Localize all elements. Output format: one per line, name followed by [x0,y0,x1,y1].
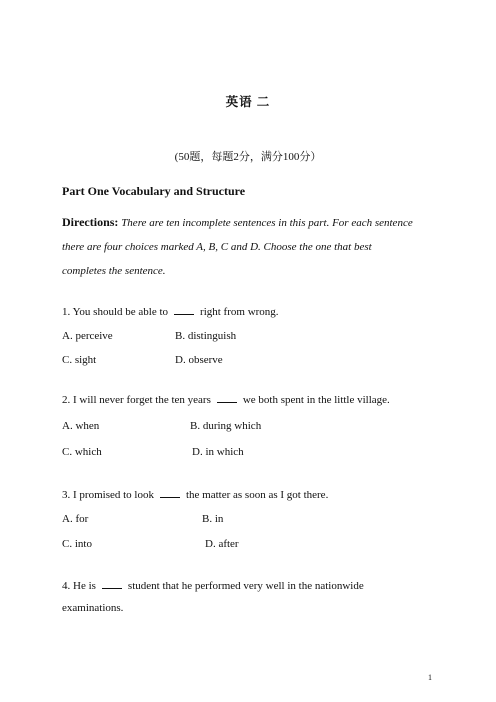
question-3-option-d: D. after [205,538,239,550]
exam-title: 英语 二 [225,95,271,109]
answer-blank [102,578,122,589]
directions-text-line-2: there are four choices marked A, B, C and D. Choose the one that best [62,241,372,253]
question-1-stem [62,304,279,318]
question-2-option-c: C. which [62,446,102,458]
question-text: student that he performed very well in the nationwide [127,580,364,592]
answer-blank [174,304,194,315]
question-2-option-a: A. when [62,420,100,432]
exam-subtitle: (50题，每题2分，满分100分） [174,151,322,163]
part-heading: Part One Vocabulary and Structure [62,184,246,198]
question-text: the matter as soon as I got there. [185,489,329,501]
question-2-option-b: B. during which [190,420,262,432]
question-text: we both spent in the little village. [242,394,390,406]
question-2-option-d: D. in which [192,446,244,458]
question-text: 2. I will never forget the ten years [62,394,211,406]
question-3-option-c: C. into [62,538,92,550]
question-2-stem [62,392,390,406]
question-1-option-c: C. sight [62,354,97,366]
question-4-stem [62,578,364,592]
question-1-option-d: D. observe [175,354,223,366]
answer-blank [217,392,237,403]
directions-text-line-1: There are ten incomplete sentences in this part. For each sentence [118,217,413,229]
page-number: 1 [428,673,432,682]
question-4-continuation: examinations. [62,602,124,614]
question-1-option-b: B. distinguish [175,330,237,342]
directions-label: Directions: [62,215,119,229]
question-text: right from wrong. [200,306,279,318]
question-3-option-b: B. in [202,513,224,525]
question-1-option-a: A. perceive [62,330,113,342]
question-text: 4. He is [62,580,96,592]
answer-blank [160,487,180,498]
directions-paragraph [62,210,457,283]
question-3-option-a: A. for [62,513,89,525]
question-3-stem [62,487,328,501]
question-text: 3. I promised to look [62,489,154,501]
question-text: 1. You should be able to [62,306,169,318]
directions-text-line-3: completes the sentence. [62,265,166,277]
